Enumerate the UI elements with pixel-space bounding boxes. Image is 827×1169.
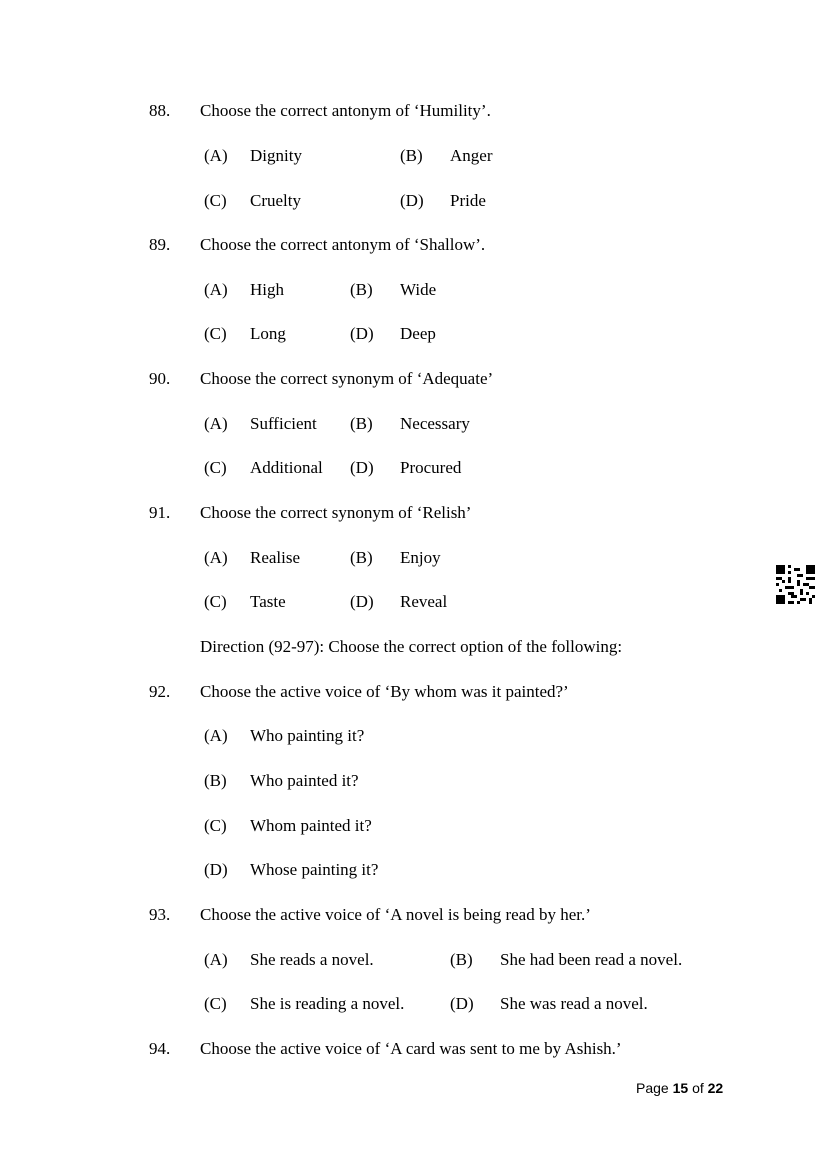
option-text: Who painted it?: [250, 771, 359, 790]
option-letter: (D): [204, 860, 228, 879]
option-text: She reads a novel.: [250, 950, 374, 969]
of-word: of: [692, 1080, 704, 1096]
option-text: Taste: [250, 592, 286, 611]
option-letter: (D): [400, 191, 424, 210]
option-text: Procured: [400, 458, 462, 477]
question-text: Choose the active voice of ‘A card was sent to me by Ashish.’: [200, 1039, 622, 1058]
option-letter: (A): [204, 726, 228, 745]
page-number: 15: [672, 1080, 689, 1096]
option-text: Who painting it?: [250, 726, 365, 745]
option-text: She was read a novel.: [500, 994, 648, 1013]
question-number: 94.: [149, 1039, 171, 1058]
option-letter: (C): [204, 816, 227, 835]
option-text: Whom painted it?: [250, 816, 372, 835]
option-letter: (A): [204, 414, 228, 433]
option-text: Realise: [250, 548, 301, 567]
direction-text: Direction (92-97): Choose the correct option of the following:: [200, 637, 623, 656]
option-letter: (C): [204, 994, 227, 1013]
option-letter: (B): [204, 771, 227, 790]
question-text: Choose the correct synonym of ‘Relish’: [200, 503, 472, 522]
option-letter: (C): [204, 592, 227, 611]
page-total: 22: [707, 1080, 724, 1096]
option-text: Reveal: [400, 592, 448, 611]
option-letter: (B): [350, 548, 373, 567]
option-text: Anger: [450, 146, 493, 165]
option-letter: (D): [450, 994, 474, 1013]
option-text: Deep: [400, 324, 436, 343]
question-number: 93.: [149, 905, 171, 924]
option-letter: (D): [350, 324, 374, 343]
option-letter: (A): [204, 950, 228, 969]
question-number: 91.: [149, 503, 171, 522]
option-text: She had been read a novel.: [500, 950, 683, 969]
question-number: 90.: [149, 369, 171, 388]
option-letter: (B): [350, 414, 373, 433]
question-text: Choose the active voice of ‘By whom was it painted?’: [200, 682, 569, 701]
option-text: Long: [250, 324, 286, 343]
option-letter: (D): [350, 458, 374, 477]
option-text: High: [250, 280, 284, 299]
option-letter: (C): [204, 191, 227, 210]
option-letter: (B): [400, 146, 423, 165]
question-number: 89.: [149, 235, 171, 254]
option-letter: (A): [204, 548, 228, 567]
option-text: Necessary: [400, 414, 470, 433]
option-text: She is reading a novel.: [250, 994, 405, 1013]
option-letter: (A): [204, 280, 228, 299]
option-text: Whose painting it?: [250, 860, 379, 879]
option-text: Additional: [250, 458, 323, 477]
option-letter: (C): [204, 324, 227, 343]
option-text: Cruelty: [250, 191, 301, 210]
page-footer: [636, 1080, 723, 1096]
page-word: Page: [636, 1080, 669, 1096]
question-number: 92.: [149, 682, 171, 701]
question-text: Choose the correct synonym of ‘Adequate’: [200, 369, 494, 388]
option-text: Pride: [450, 191, 486, 210]
question-text: Choose the correct antonym of ‘Shallow’.: [200, 235, 486, 254]
question-text: Choose the active voice of ‘A novel is being read by her.’: [200, 905, 591, 924]
option-letter: (B): [450, 950, 473, 969]
option-text: Enjoy: [400, 548, 441, 567]
option-letter: (B): [350, 280, 373, 299]
option-text: Wide: [400, 280, 437, 299]
question-number: 88.: [149, 101, 171, 120]
qr-code-icon: [776, 565, 815, 604]
option-text: Sufficient: [250, 414, 317, 433]
option-text: Dignity: [250, 146, 302, 165]
option-letter: (D): [350, 592, 374, 611]
option-letter: (C): [204, 458, 227, 477]
option-letter: (A): [204, 146, 228, 165]
question-text: Choose the correct antonym of ‘Humility’.: [200, 101, 491, 120]
